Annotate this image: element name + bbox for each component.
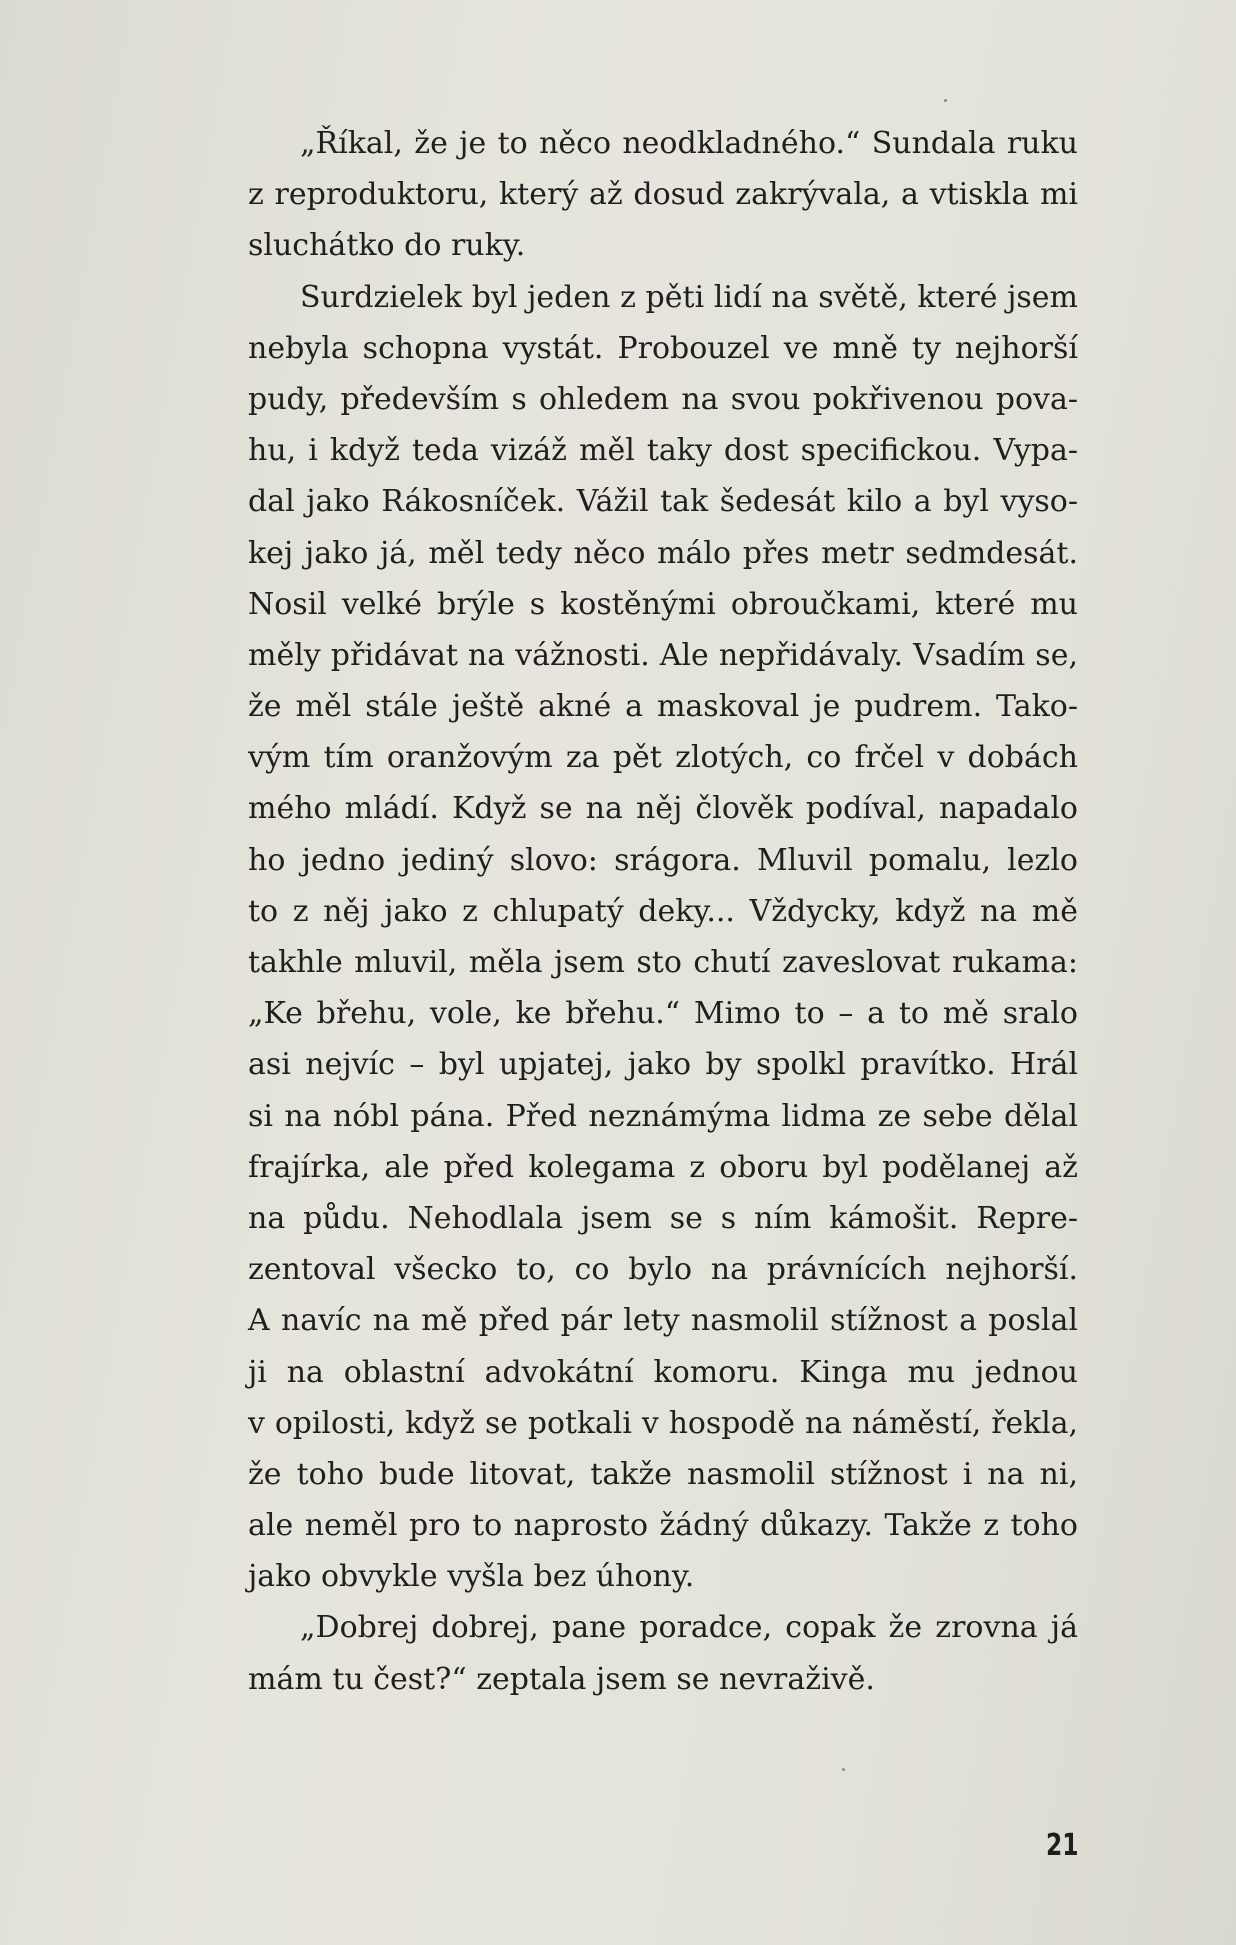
text-line: asi nejvíc – byl upjatej, jako by spolkl pravítko. Hrál xyxy=(248,1047,1078,1083)
text-line: to z něj jako z chlupatý deky... Vždycky, když na mě xyxy=(248,893,1078,929)
text-line: „Říkal, že je to něco neodkladného.“ Sundala ruku xyxy=(300,126,1078,161)
text-line: sluchátko do ruky. xyxy=(248,228,526,264)
text-line: Nosil velké brýle s kostěnými obroučkami, které mu xyxy=(248,586,1078,622)
text-line: mého mládí. Když se na něj člověk podíval, napadalo xyxy=(248,791,1078,827)
text-line: ale neměl pro to naprosto žádný důkazy. Takže z toho xyxy=(248,1508,1078,1544)
text-line: ho jedno jediný slovo: srágora. Mluvil pomalu, lezlo xyxy=(248,842,1078,878)
text-line: že toho bude litovat, takže nasmolil stížnost i na ni, xyxy=(248,1456,1078,1492)
text-line: frajírka, ale před kolegama z oboru byl podělanej až xyxy=(248,1149,1078,1185)
text-line: kej jako já, měl tedy něco málo přes metr sedmdesát. xyxy=(248,535,1078,571)
text-line: A navíc na mě před pár lety nasmolil stížnost a poslal xyxy=(248,1303,1078,1339)
text-line: že měl stále ještě akné a maskoval je pudrem. Tako- xyxy=(248,689,1078,725)
paper-speck xyxy=(842,1768,845,1771)
body-text xyxy=(248,118,1078,1705)
text-line: hu, i když teda vizáž měl taky dost specifickou. Vypa- xyxy=(248,433,1078,469)
text-line: v opilosti, když se potkali v hospodě na náměstí, řekla, xyxy=(248,1405,1078,1441)
text-line: ji na oblastní advokátní komoru. Kinga mu jednou xyxy=(248,1354,1078,1390)
text-line: si na nóbl pána. Před neznámýma lidma ze sebe dělal xyxy=(248,1098,1078,1134)
text-line: mám tu čest?“ zeptala jsem se nevraživě. xyxy=(248,1661,875,1697)
page-number: 21 xyxy=(1046,1828,1079,1863)
text-line: Surdzielek byl jeden z pěti lidí na světě, které jsem xyxy=(300,279,1078,315)
text-line: na půdu. Nehodlala jsem se s ním kámošit. Repre- xyxy=(248,1200,1078,1236)
text-line: měly přidávat na vážnosti. Ale nepřidávaly. Vsadím se, xyxy=(248,637,1078,673)
text-line: dal jako Rákosníček. Vážil tak šedesát kilo a byl vyso- xyxy=(248,484,1078,520)
text-line: nebyla schopna vystát. Probouzel ve mně ty nejhorší xyxy=(248,330,1078,366)
text-line: z reproduktoru, který až dosud zakrývala, a vtiskla mi xyxy=(248,177,1078,213)
text-line: pudy, především s ohledem na svou pokřivenou pova- xyxy=(248,381,1078,417)
text-line: jako obvykle vyšla bez úhony. xyxy=(248,1559,695,1595)
text-line: „Ke břehu, vole, ke břehu.“ Mimo to – a to mě sralo xyxy=(248,996,1078,1032)
text-line: „Dobrej dobrej, pane poradce, copak že zrovna já xyxy=(300,1610,1078,1646)
text-line: takhle mluvil, měla jsem sto chutí zaveslovat rukama: xyxy=(248,945,1078,980)
paper-speck xyxy=(944,99,947,102)
text-line: vým tím oranžovým za pět zlotých, co frčel v dobách xyxy=(248,740,1078,776)
text-line: zentoval všecko to, co bylo na právnících nejhorší. xyxy=(248,1252,1078,1288)
